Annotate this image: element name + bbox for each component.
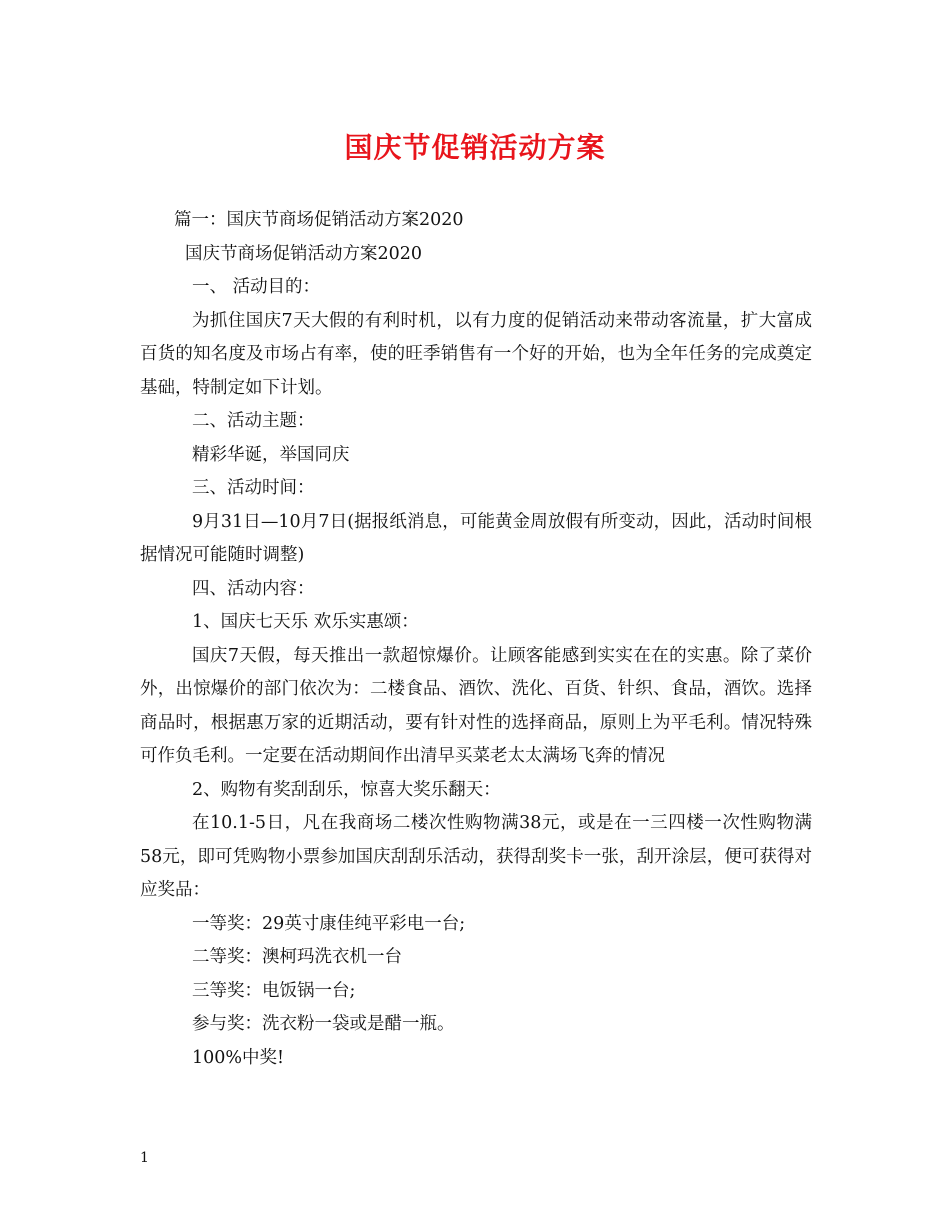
paragraph-prize-first: 一等奖：29英寸康佳纯平彩电一台; — [192, 913, 466, 934]
paragraph-section-heading: 篇一：国庆节商场促销活动方案2020 — [174, 210, 464, 230]
document-body — [140, 204, 812, 1075]
document-title: 国庆节促销活动方案 — [344, 131, 606, 164]
paragraph-heading-purpose: 一、 活动目的： — [192, 277, 321, 297]
paragraph-heading-content: 四、活动内容： — [192, 578, 315, 599]
paragraph-purpose: 为抓住国庆7天大假的有利时机，以有力度的促销活动来带动客流量，扩大富成百货的知名度及市场占有率，使的旺季销售有一个好的开始，也为全年任务的完成奠定基础，特制定如下计划。 — [140, 310, 812, 398]
page-number: 1 — [140, 1150, 149, 1166]
paragraph-prize-second: 二等奖：澳柯玛洗衣机一台 — [192, 947, 402, 967]
paragraph-subtitle: 国庆节商场促销活动方案2020 — [185, 243, 423, 264]
paragraph-heading-theme: 二、活动主题： — [192, 411, 315, 431]
paragraph-theme: 精彩华诞，举国同庆 — [192, 444, 350, 465]
paragraph-item-2-heading: 2、购物有奖刮刮乐，惊喜大奖乐翻天： — [192, 779, 501, 800]
paragraph-item-1-heading: 1、国庆七天乐 欢乐实惠颂： — [192, 612, 419, 632]
paragraph-item-2-body: 在10.1-5日，凡在我商场二楼次性购物满38元，或是在一三四楼一次性购物满58元，即可凭购物小票参加国庆刮刮乐活动，获得刮奖卡一张，刮开涂层，便可获得对应奖品： — [140, 813, 812, 900]
paragraph-time: 9月31日—10月7日(据报纸消息，可能黄金周放假有所变动，因此，活动时间根据情况可能随时调整) — [140, 511, 812, 565]
paragraph-prize-third: 三等奖：电饭锅一台; — [192, 980, 356, 1001]
paragraph-heading-time: 三、活动时间： — [192, 478, 315, 498]
paragraph-prize-participation: 参与奖：洗衣粉一袋或是醋一瓶。 — [192, 1014, 455, 1034]
paragraph-prize-guarantee: 100%中奖! — [192, 1047, 285, 1068]
paragraph-item-1-body: 国庆7天假，每天推出一款超惊爆价。让顾客能感到实实在在的实惠。除了菜价外，出惊爆价的部门依次为：二楼食品、酒饮、洗化、百货、针织、食品，酒饮。选择商品时，根据惠万家的近期活动，要有针对性的选择商品，原则上为平毛利。情况特殊可作负毛利。一定要在活动期间作出清早买菜老太太满场飞奔的情况 — [140, 645, 812, 766]
